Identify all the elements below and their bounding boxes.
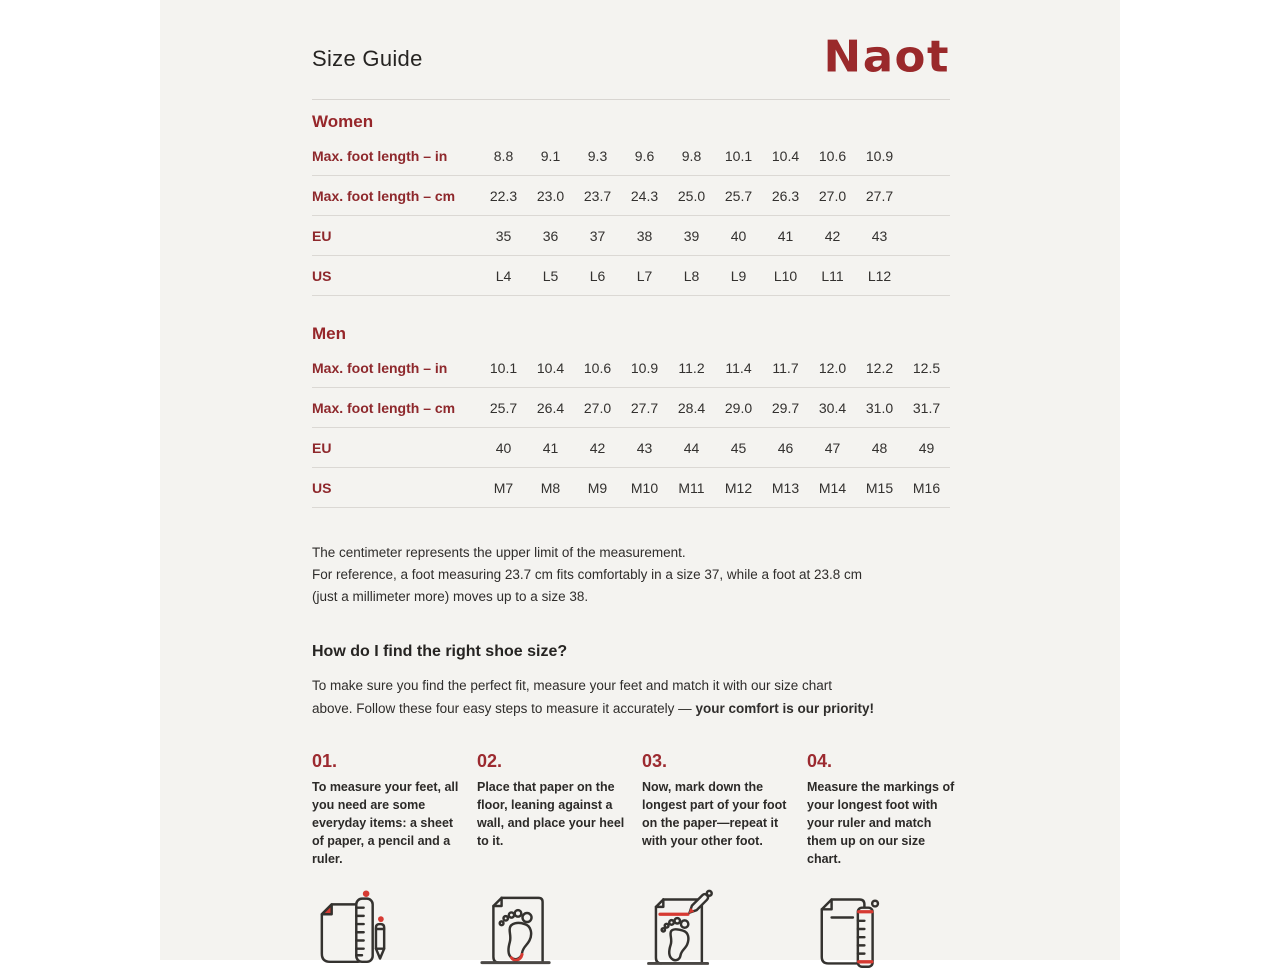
table-cell: 24.3 [630, 187, 659, 204]
table-cell: L8 [683, 267, 700, 284]
table-cell: M15 [865, 479, 894, 496]
table-cell: 42 [824, 227, 841, 244]
men-section-heading: Men [312, 324, 346, 343]
table-cell: 45 [730, 439, 747, 456]
table-cell: 43 [871, 227, 888, 244]
naot-brand-logo: Naot [823, 31, 950, 82]
step-text: Measure the markings of your longest foot with your ruler and match them up on our size chart. [807, 780, 955, 866]
table-cell: 11.4 [725, 359, 752, 376]
table-cell: M16 [912, 479, 941, 496]
row-label: EU [312, 227, 332, 244]
table-cell: 46 [777, 439, 794, 456]
table-cell: L6 [589, 267, 606, 284]
table-cell: 10.6 [583, 359, 612, 376]
table-cell: 12.5 [912, 359, 941, 376]
table-cell: 10.4 [536, 359, 565, 376]
intro-line: above. Follow these four easy steps to measure it accurately — your comfort is our priority! [312, 701, 874, 716]
table-row [312, 348, 950, 388]
step-number: 03. [642, 751, 668, 771]
table-cell: 27.0 [583, 399, 612, 416]
table-cell: L9 [730, 267, 747, 284]
measuring-steps [312, 750, 955, 970]
table-cell: 48 [871, 439, 888, 456]
table-cell: M7 [493, 479, 514, 496]
table-cell: 8.8 [493, 147, 514, 164]
table-cell: L11 [821, 267, 844, 284]
table-cell: 38 [636, 227, 653, 244]
table-cell: 29.0 [724, 399, 753, 416]
table-cell: 10.1 [724, 147, 753, 164]
table-cell: 28.4 [677, 399, 706, 416]
table-cell: M14 [818, 479, 847, 496]
paper-pencil-mark-footprint-icon [642, 888, 795, 970]
table-cell: 9.3 [587, 147, 608, 164]
table-cell: 31.0 [865, 399, 894, 416]
table-cell: 10.1 [489, 359, 518, 376]
table-cell: 47 [824, 439, 841, 456]
step-01 [312, 750, 477, 970]
table-cell: 10.6 [818, 147, 847, 164]
table-cell: 9.8 [681, 147, 702, 164]
table-cell: M8 [540, 479, 561, 496]
note-line: The centimeter represents the upper limit of the measurement. [312, 545, 686, 560]
row-label: Max. foot length – cm [312, 187, 456, 204]
row-label: US [312, 267, 332, 284]
table-cell: L5 [542, 267, 559, 284]
step-number: 02. [477, 751, 503, 771]
size-guide-panel [160, 0, 1120, 960]
table-cell: L4 [495, 267, 512, 284]
table-cell: M9 [587, 479, 608, 496]
step-text: Now, mark down the longest part of your foot on the paper—repeat it with your other foot. [642, 780, 787, 848]
step-text: To measure your feet, all you need are some everyday items: a sheet of paper, a pencil and a ruler. [312, 780, 459, 866]
row-label: EU [312, 439, 332, 456]
row-label: Max. foot length – in [312, 359, 448, 376]
table-cell: L10 [773, 267, 798, 284]
paper-ruler-markings-icon [807, 888, 960, 970]
table-cell: M10 [630, 479, 659, 496]
women-section-heading: Women [312, 112, 374, 131]
table-cell: 29.7 [771, 399, 800, 416]
table-cell: 27.7 [630, 399, 659, 416]
table-cell: 39 [683, 227, 700, 244]
table-cell: 40 [730, 227, 747, 244]
step-04 [807, 750, 972, 970]
paper-ruler-pencil-icon [312, 888, 465, 970]
note-line: For reference, a foot measuring 23.7 cm fits comfortably in a size 37, while a foot at 23.8 cm [312, 567, 863, 582]
table-cell: 31.7 [912, 399, 941, 416]
table-cell: 10.4 [771, 147, 800, 164]
table-cell: 27.0 [818, 187, 847, 204]
table-cell: 10.9 [630, 359, 659, 376]
table-cell: 10.9 [865, 147, 894, 164]
table-cell: L12 [867, 267, 892, 284]
table-cell: 25.7 [489, 399, 518, 416]
table-row [312, 388, 950, 428]
table-cell: 23.7 [583, 187, 612, 204]
table-cell: M12 [724, 479, 753, 496]
step-02 [477, 750, 642, 970]
note-line: (just a millimeter more) moves up to a size 38. [312, 589, 589, 604]
step-03 [642, 750, 807, 970]
row-label: Max. foot length – in [312, 147, 448, 164]
table-row [312, 468, 950, 508]
table-cell: 43 [636, 439, 653, 456]
table-cell: 11.7 [772, 359, 799, 376]
table-cell: 30.4 [818, 399, 847, 416]
table-cell: L7 [636, 267, 653, 284]
women-size-table [312, 136, 950, 296]
intro-bold-phrase: your comfort is our priority! [695, 701, 874, 716]
table-cell: 25.0 [677, 187, 706, 204]
table-cell: 26.4 [536, 399, 565, 416]
howto-intro [312, 674, 950, 720]
row-label: US [312, 479, 332, 496]
table-row [312, 428, 950, 468]
table-cell: M13 [771, 479, 800, 496]
row-label: Max. foot length – cm [312, 399, 456, 416]
table-cell: 36 [542, 227, 559, 244]
table-cell: 41 [542, 439, 559, 456]
step-number: 04. [807, 751, 833, 771]
step-text: Place that paper on the floor, leaning against a wall, and place your heel to it. [477, 780, 625, 848]
header [312, 31, 950, 100]
table-row [312, 256, 950, 296]
table-cell: 12.2 [865, 359, 894, 376]
table-cell: 11.2 [678, 359, 705, 376]
table-cell: 22.3 [489, 187, 518, 204]
intro-line: To make sure you find the perfect fit, measure your feet and match it with our size chart [312, 678, 832, 693]
page-title: Size Guide [312, 46, 423, 71]
table-cell: 9.6 [634, 147, 655, 164]
table-row [312, 176, 950, 216]
howto-heading: How do I find the right shoe size? [312, 643, 568, 660]
table-cell: 9.1 [540, 147, 561, 164]
table-cell: 35 [495, 227, 512, 244]
paper-footprint-heel-icon [477, 888, 630, 970]
table-row [312, 216, 950, 256]
table-cell: 27.7 [865, 187, 894, 204]
measurement-note [312, 542, 950, 608]
table-cell: 42 [589, 439, 606, 456]
table-cell: 26.3 [771, 187, 800, 204]
table-cell: 12.0 [818, 359, 847, 376]
table-cell: 49 [918, 439, 935, 456]
table-cell: M11 [678, 479, 705, 496]
table-row [312, 136, 950, 176]
step-number: 01. [312, 751, 338, 771]
table-cell: 41 [777, 227, 794, 244]
table-cell: 25.7 [724, 187, 753, 204]
table-cell: 23.0 [536, 187, 565, 204]
men-size-table [312, 348, 950, 508]
table-cell: 37 [589, 227, 606, 244]
table-cell: 40 [495, 439, 512, 456]
table-cell: 44 [683, 439, 700, 456]
